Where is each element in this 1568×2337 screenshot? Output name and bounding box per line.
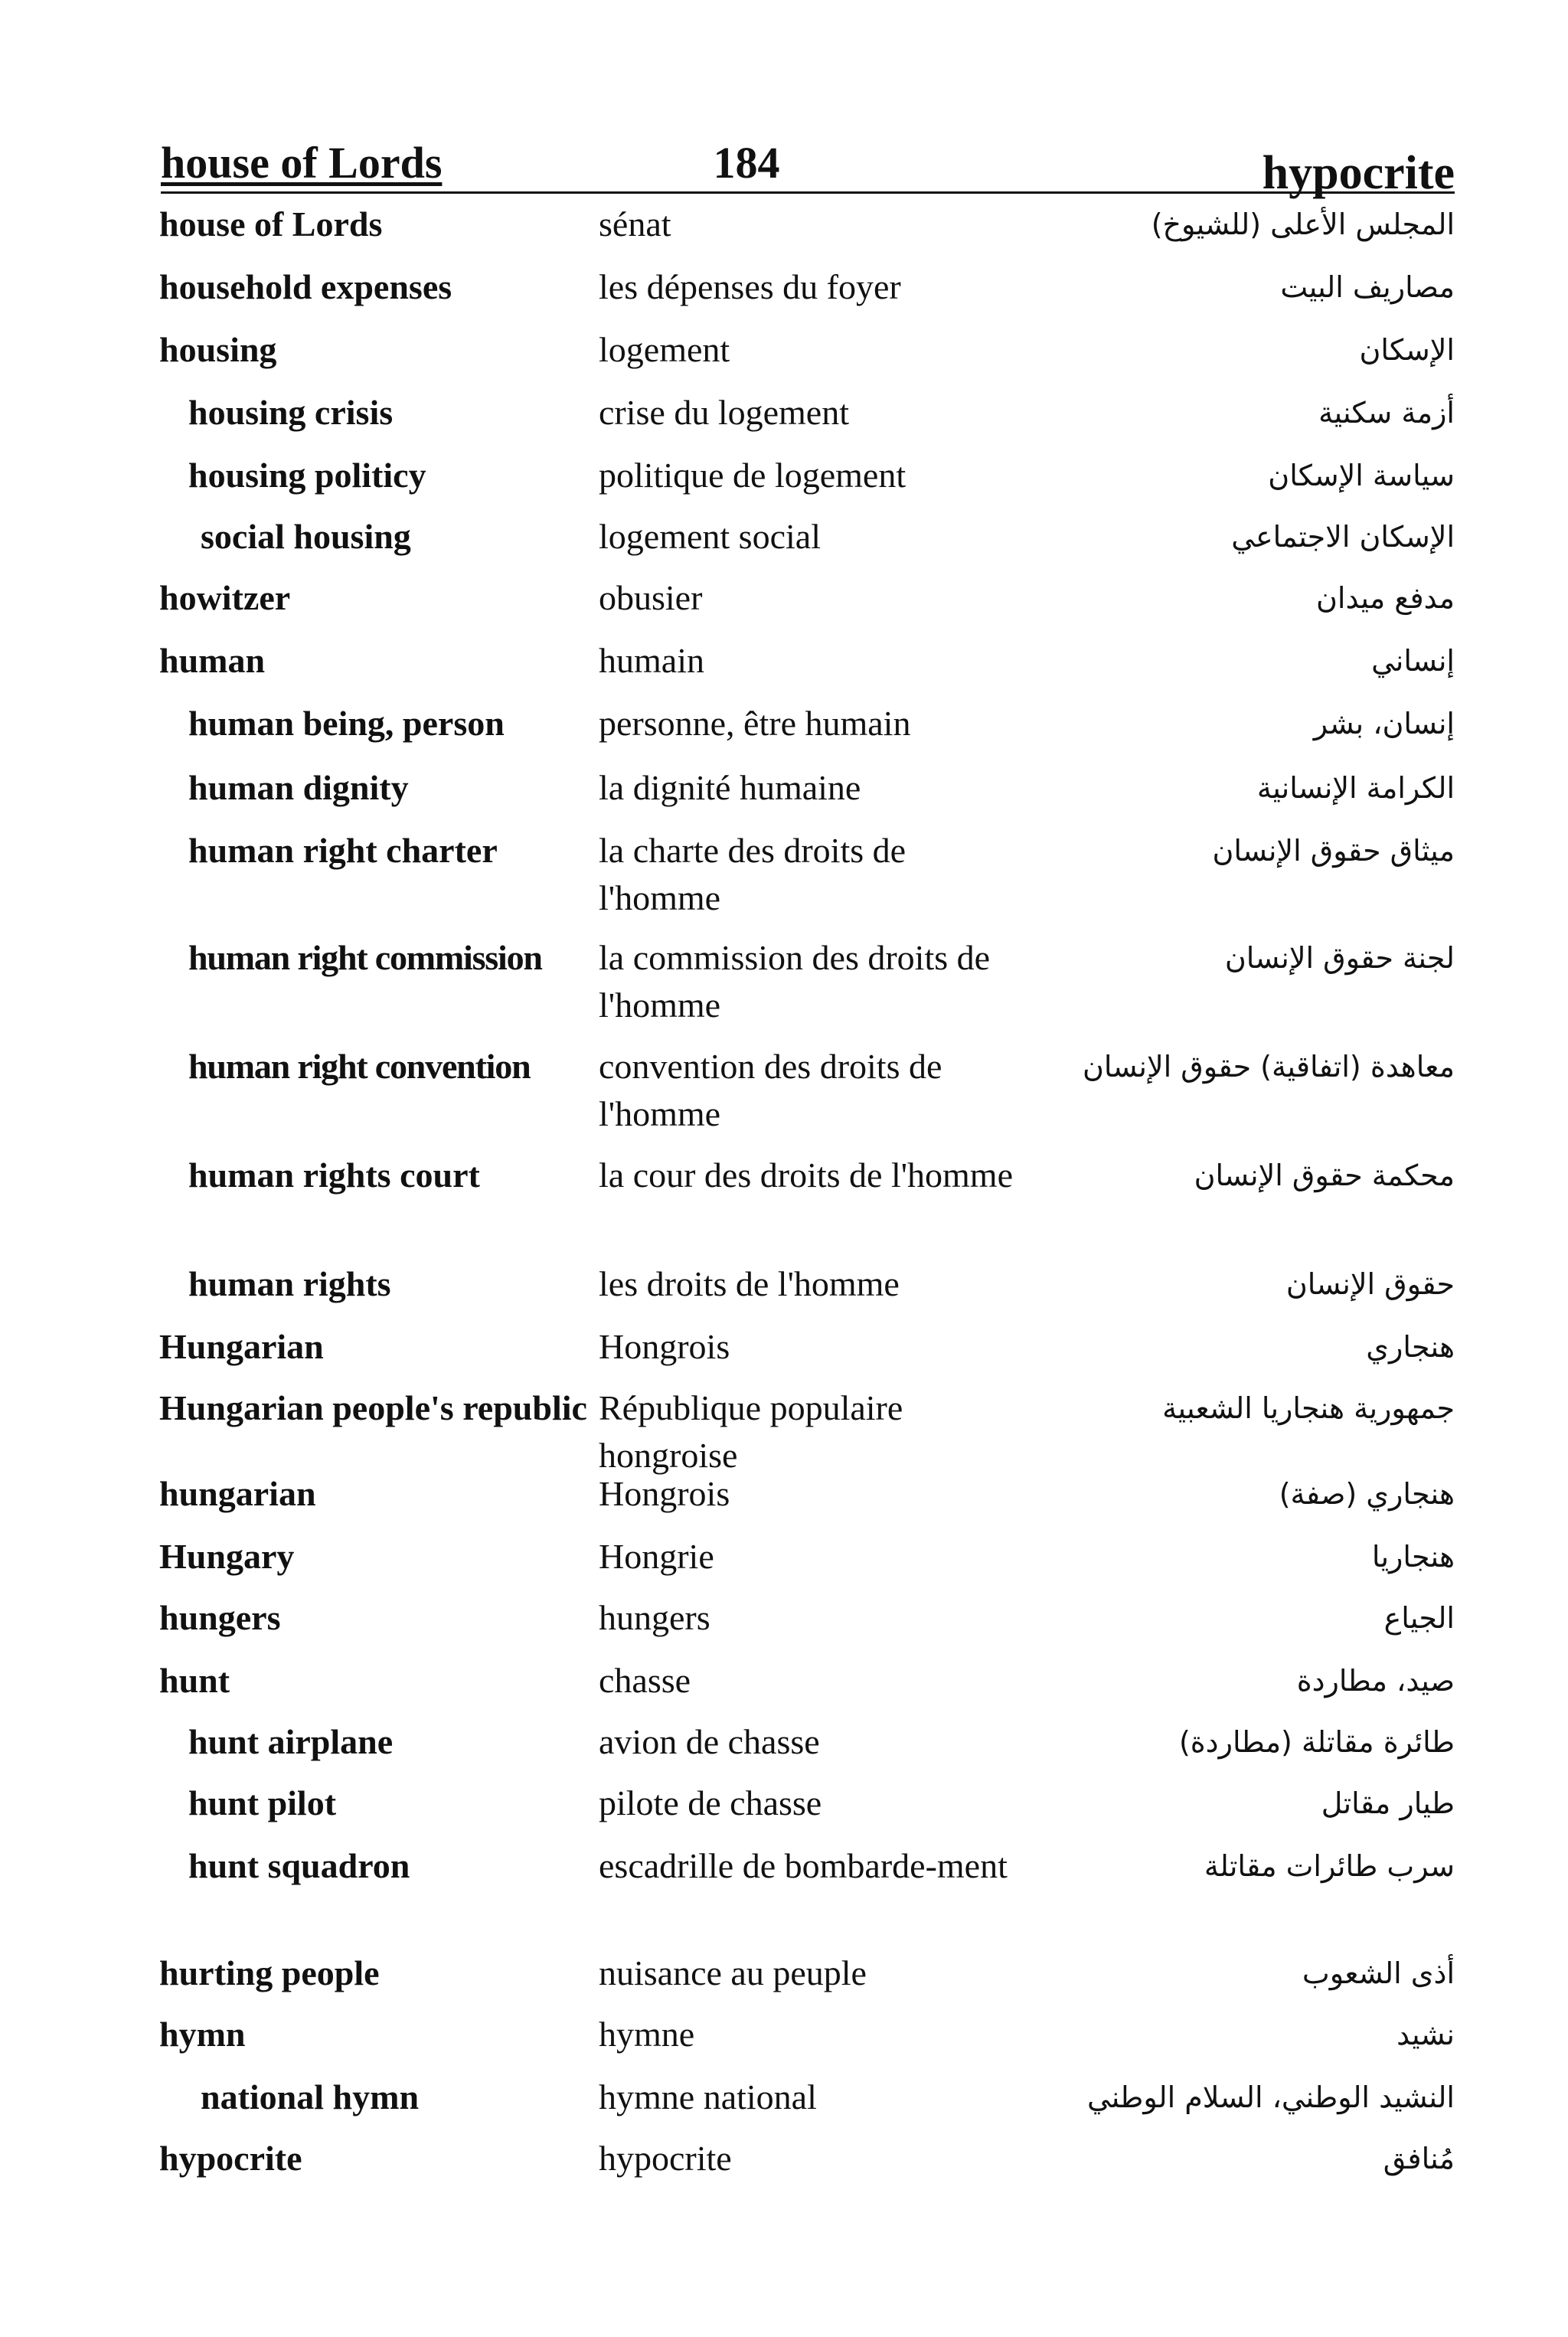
entry-row: [0, 201, 1568, 263]
entry-english: hunt pilot: [188, 1783, 337, 1822]
entry-english: human being, person: [188, 704, 505, 743]
entry-arabic: أزمة سكنية: [1318, 396, 1455, 430]
header-last-word: hypocrite: [1262, 147, 1455, 199]
entry-english: human rights: [188, 1264, 391, 1303]
entry-row: [0, 1323, 1568, 1384]
entry-arabic: سياسة الإسكان: [1268, 459, 1455, 492]
entry-english: Hungarian: [159, 1327, 324, 1366]
entry-french: Hongrie: [599, 1537, 714, 1576]
entry-french: convention des droits de l'homme: [599, 1047, 942, 1133]
entry-row: [0, 637, 1568, 700]
entry-french: nuisance au peuple: [599, 1953, 867, 1992]
entry-french: logement social: [599, 517, 821, 556]
entry-row: [0, 1657, 1568, 1718]
entry-arabic: لجنة حقوق الإنسان: [1224, 941, 1455, 975]
entry-arabic: إنساني: [1371, 644, 1455, 678]
entry-english: Hungarian people's republic: [159, 1388, 587, 1427]
entry-english: housing politicy: [188, 456, 426, 495]
entry-english: hymn: [159, 2015, 246, 2054]
entry-arabic: مُنافق: [1383, 2142, 1455, 2175]
entry-list: [0, 201, 1568, 2196]
page-number: 184: [713, 138, 780, 188]
entry-row: [0, 574, 1568, 637]
entry-arabic: مصاريف البيت: [1280, 270, 1455, 304]
entry-english: hunt airplane: [188, 1722, 394, 1761]
entry-arabic: حقوق الإنسان: [1285, 1267, 1455, 1301]
entry-english: housing: [159, 330, 277, 369]
entry-french: personne, être humain: [599, 704, 911, 743]
entry-english: national hymn: [201, 2077, 420, 2116]
entry-english: howitzer: [159, 578, 291, 617]
entry-arabic: الكرامة الإنسانية: [1256, 771, 1455, 805]
entry-arabic: الإسكان الاجتماعي: [1231, 520, 1455, 554]
entry-english: human: [159, 641, 266, 680]
entry-row: [0, 1533, 1568, 1594]
entry-row: [0, 1384, 1568, 1475]
entry-arabic: الإسكان: [1359, 333, 1455, 367]
entry-english: hypocrite: [159, 2139, 302, 2178]
entry-english: Hungary: [159, 1537, 295, 1576]
entry-french: les droits de l'homme: [599, 1264, 900, 1303]
entry-row: [0, 326, 1568, 389]
entry-french: République populaire hongroise: [599, 1388, 903, 1475]
entry-arabic: نشيد: [1396, 2018, 1455, 2051]
entry-french: les dépenses du foyer: [599, 267, 901, 306]
page-header: [161, 130, 1455, 199]
entry-english: house of Lords: [159, 204, 383, 244]
entry-arabic: طائرة مقاتلة (مطاردة): [1178, 1725, 1455, 1759]
entry-row: [0, 2135, 1568, 2196]
entry-row: [0, 1152, 1568, 1260]
entry-english: hurting people: [159, 1953, 380, 1992]
entry-arabic: هنجاري: [1366, 1330, 1455, 1364]
entry-arabic: الجياع: [1383, 1601, 1455, 1635]
entry-french: la dignité humaine: [599, 768, 861, 807]
entry-french: la commission des droits de l'homme: [599, 938, 991, 1025]
entry-french: sénat: [599, 204, 671, 244]
entry-row: [0, 1260, 1568, 1323]
entry-french: logement: [599, 330, 730, 369]
entry-arabic: صيد، مطاردة: [1296, 1664, 1455, 1698]
entry-row: [0, 452, 1568, 513]
entry-row: [0, 2074, 1568, 2135]
entry-row: [0, 1594, 1568, 1657]
entry-row: [0, 1842, 1568, 1950]
entry-row: [0, 1718, 1568, 1780]
entry-french: pilote de chasse: [599, 1783, 822, 1822]
header-first-word: house of Lords: [161, 138, 443, 188]
entry-french: hungers: [599, 1598, 710, 1637]
entry-row: [0, 934, 1568, 1043]
entry-english: hunt: [159, 1661, 230, 1700]
entry-row: [0, 764, 1568, 827]
entry-english: human right commission: [188, 938, 542, 977]
entry-french: crise du logement: [599, 393, 850, 432]
entry-english: social housing: [201, 517, 411, 556]
entry-english: hunt squadron: [188, 1846, 410, 1885]
entry-english: human right charter: [188, 831, 498, 870]
entry-row: [0, 1780, 1568, 1842]
entry-english: hungers: [159, 1598, 281, 1637]
entry-french: hymne national: [599, 2077, 817, 2116]
entry-french: hymne: [599, 2015, 695, 2054]
entry-french: escadrille de bombarde-ment: [599, 1846, 1008, 1885]
entry-french: Hongrois: [599, 1327, 730, 1366]
entry-arabic: ميثاق حقوق الإنسان: [1212, 834, 1455, 868]
entry-english: household expenses: [159, 267, 452, 306]
entry-arabic: سرب طائرات مقاتلة: [1204, 1849, 1455, 1883]
entry-arabic: هنجاريا: [1371, 1540, 1455, 1574]
entry-french: hypocrite: [599, 2139, 732, 2178]
entry-french: humain: [599, 641, 704, 680]
entry-arabic: معاهدة (اتفاقية) حقوق الإنسان: [1082, 1050, 1455, 1084]
entry-row: [0, 827, 1568, 934]
entry-row: [0, 1043, 1568, 1152]
entry-arabic: محكمة حقوق الإنسان: [1194, 1159, 1455, 1192]
entry-row: [0, 389, 1568, 452]
entry-row: [0, 513, 1568, 574]
entry-arabic: المجلس الأعلى (للشيوخ): [1151, 208, 1455, 241]
entry-arabic: إنسان، بشر: [1313, 707, 1455, 740]
entry-row: [0, 1470, 1568, 1533]
entry-row: [0, 263, 1568, 326]
entry-arabic: النشيد الوطني، السلام الوطني: [1087, 2080, 1455, 2114]
entry-french: la charte des droits de l'homme: [599, 831, 906, 917]
entry-french: politique de logement: [599, 456, 906, 495]
entry-english: human rights court: [188, 1155, 480, 1195]
entry-arabic: هنجاري (صفة): [1279, 1477, 1455, 1511]
entry-french: la cour des droits de l'homme: [599, 1155, 1013, 1195]
entry-arabic: مدفع ميدان: [1315, 581, 1455, 615]
entry-arabic: طيار مقاتل: [1321, 1786, 1455, 1820]
entry-arabic: أذى الشعوب: [1302, 1956, 1455, 1990]
entry-english: hungarian: [159, 1474, 316, 1513]
entry-row: [0, 700, 1568, 764]
entry-arabic: جمهورية هنجاريا الشعبية: [1162, 1391, 1455, 1425]
entry-english: human dignity: [188, 768, 409, 807]
entry-english: human right convention: [188, 1047, 531, 1086]
entry-row: [0, 2011, 1568, 2074]
entry-row: [0, 1950, 1568, 2011]
entry-english: housing crisis: [188, 393, 394, 432]
entry-french: obusier: [599, 578, 703, 617]
entry-french: chasse: [599, 1661, 691, 1700]
entry-french: Hongrois: [599, 1474, 730, 1513]
entry-french: avion de chasse: [599, 1722, 820, 1761]
